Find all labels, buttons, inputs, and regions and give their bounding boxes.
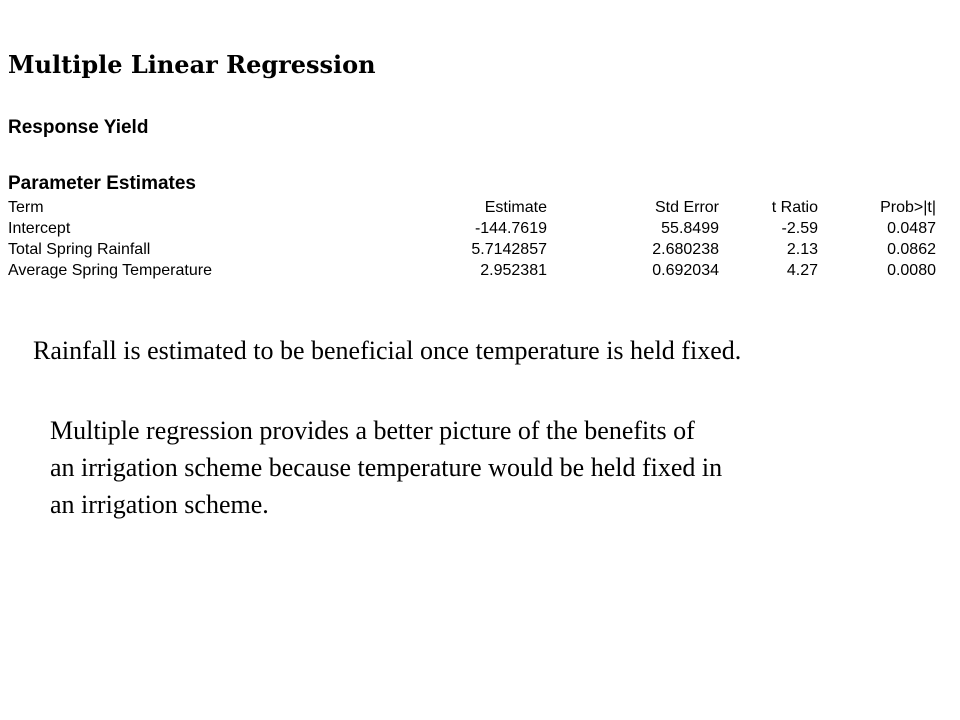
cell-t-ratio: 4.27 (786, 262, 818, 279)
commentary-paragraph (50, 412, 930, 523)
paragraph-line: an irrigation scheme. (50, 490, 269, 519)
cell-t-ratio: -2.59 (781, 220, 818, 237)
response-label: Response Yield (8, 117, 149, 138)
regression-report (0, 0, 960, 300)
cell-std-error: 2.680238 (652, 241, 719, 258)
cell-std-error: 0.692034 (652, 262, 719, 279)
cell-term: Average Spring Temperature (8, 262, 212, 279)
cell-t-ratio: 2.13 (786, 241, 818, 258)
cell-estimate: -144.7619 (474, 220, 547, 237)
cell-std-error: 55.8499 (661, 220, 719, 237)
table-row (8, 239, 936, 260)
cell-prob: 0.0862 (887, 241, 936, 258)
column-header-estimate: Estimate (484, 199, 547, 216)
cell-term: Intercept (8, 220, 71, 237)
cell-prob: 0.0487 (887, 220, 936, 237)
column-header-t-ratio: t Ratio (771, 199, 818, 216)
cell-estimate: 2.952381 (480, 262, 547, 279)
cell-term: Total Spring Rainfall (8, 241, 151, 258)
column-header-term: Term (8, 199, 44, 216)
parameter-estimates-heading: Parameter Estimates (8, 173, 196, 194)
cell-prob: 0.0080 (887, 262, 936, 279)
report-title: Multiple Linear Regression (8, 50, 376, 79)
paragraph-line: an irrigation scheme because temperature would be held fixed in (50, 453, 723, 482)
cell-estimate: 5.7142857 (471, 241, 547, 258)
rainfall-note: Rainfall is estimated to be beneficial once temperature is held fixed. (33, 336, 742, 365)
paragraph-line: Multiple regression provides a better picture of the benefits of (50, 416, 695, 445)
table-header-row (8, 197, 936, 218)
column-header-prob: Prob>|t| (880, 199, 936, 216)
table-row (8, 260, 936, 281)
parameter-estimates-table (8, 197, 936, 281)
table-row (8, 218, 936, 239)
column-header-std-error: Std Error (654, 199, 719, 216)
